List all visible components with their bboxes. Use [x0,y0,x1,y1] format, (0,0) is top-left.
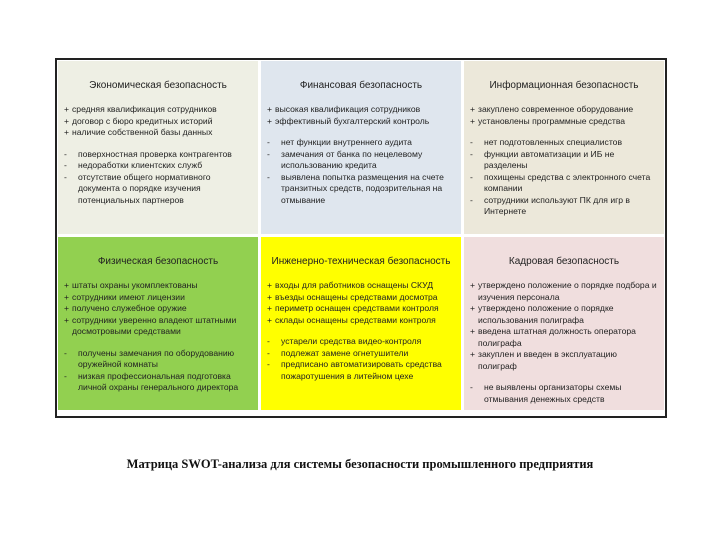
strength-item: + штаты охраны укомплектованы [64,280,198,290]
strength-item: + сотрудники уверенно владеют штатными досмотровыми средствами [64,314,237,336]
weakness-item: - устарели средства видео-контроля [267,336,422,346]
weakness-item: - отсутствие общего нормативного документа о порядке изучения потенциальных партнеров [64,171,211,205]
weakness-item: - поверхностная проверка контрагентов [64,148,232,159]
cell-title: Экономическая безопасность [89,80,227,91]
cell-engineering-security [261,237,461,410]
strength-item: + высокая квалификация сотрудников [267,104,421,114]
weakness-item: - замечания от банка по нецелевому использованию кредита [267,148,423,170]
strength-item: + утверждено положение о порядке подбора и изучения персонала [470,280,657,302]
strength-item: + закуплен и введен в эксплуатацию полиграф [470,349,617,371]
strength-item: + периметр оснащен средствами контроля [267,303,439,313]
strength-item: + получено служебное оружие [64,303,187,313]
cell-title: Физическая безопасность [97,256,219,267]
strength-item: + закуплено современное оборудование [470,104,634,114]
cell-title: Кадровая безопасность [508,256,620,267]
strength-item: + введена штатная должность оператора полиграфа [470,326,636,348]
strength-item: + входы для работников оснащены СКУД [267,280,434,290]
cell-title: Инженерно-техническая безопасность [271,256,451,267]
weakness-item: - похищены средства с электронного счета компании [470,171,651,193]
strength-item: + утверждено положение о порядке использования полиграфа [470,303,614,325]
strength-item: + наличие собственной базы данных [64,127,213,137]
strength-item: + эффективный бухгалтерский контроль [267,115,430,126]
swot-matrix [55,58,667,418]
weakness-item: - сотрудники используют ПК для игр в Интернете [470,194,630,216]
weakness-item: - предписано автоматизировать средства пожаротушения в литейном цехе [267,359,442,381]
strength-item: + средняя квалификация сотрудников [64,104,217,114]
cell-title: Финансовая безопасность [299,80,423,91]
strength-item: + установлены программные средства [470,115,626,126]
cell-financial-security [261,61,461,234]
cell-economic-security [58,61,258,234]
weakness-item: - не выявлены организаторы схемы отмывания денежных средств [470,382,622,404]
strength-item: + въезды оснащены средствами досмотра [267,291,438,302]
strength-item: + договор с бюро кредитных историй [64,115,213,126]
strength-item: + сотрудники имеют лицензии [64,291,185,302]
cell-title: Информационная безопасность [489,80,639,91]
weakness-item: - получены замечания по оборудованию оружейной комнаты [64,347,235,369]
weakness-item: - нет функции внутреннего аудита [267,137,412,147]
cell-information-security [464,61,664,234]
weakness-item: - низкая профессиональная подготовка личной охраны генерального директора [64,370,239,392]
caption: Матрица SWOT-анализа для системы безопасности промышленного предприятия [126,457,594,471]
strength-item: + склады оснащены средствами контроля [267,314,436,325]
weakness-item: - выявлена попытка размещения на счете транзитных средств, подозрительная на отмывание [267,171,444,205]
cell-personnel-security [464,237,664,410]
weakness-item: - подлежат замене огнетушители [267,347,409,358]
weakness-item: - нет подготовленных специалистов [470,137,623,147]
cell-physical-security [58,237,258,410]
weakness-item: - недоработки клиентских служб [64,160,203,170]
weakness-item: - функции автоматизации и ИБ не разделены [470,148,615,170]
